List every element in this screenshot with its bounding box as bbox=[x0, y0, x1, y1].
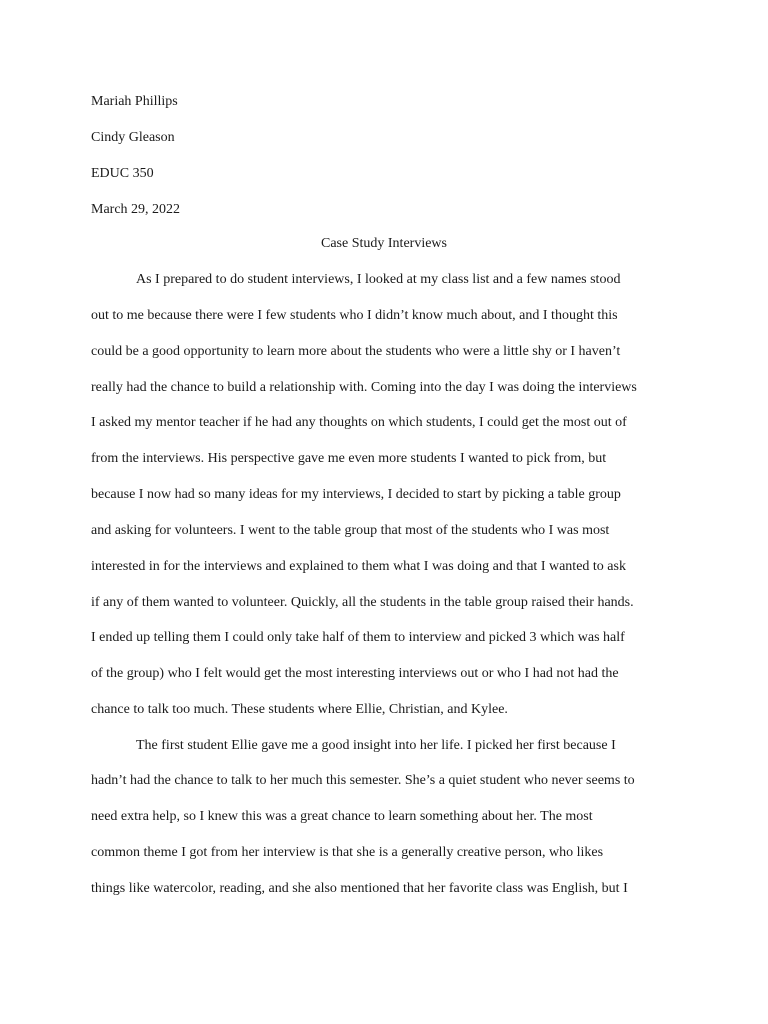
document-title: Case Study Interviews bbox=[321, 236, 447, 251]
body-line: The first student Ellie gave me a good insight into her life. I picked her first because I bbox=[136, 738, 616, 753]
body-line: chance to talk too much. These students where Ellie, Christian, and Kylee. bbox=[91, 702, 508, 717]
course-code: EDUC 350 bbox=[91, 166, 154, 181]
body-line: really had the chance to build a relationship with. Coming into the day I was doing the interviews bbox=[91, 380, 637, 395]
body-line: could be a good opportunity to learn more about the students who were a little shy or I haven’t bbox=[91, 344, 621, 359]
body-line: As I prepared to do student interviews, I looked at my class list and a few names stood bbox=[136, 272, 621, 287]
body-line: out to me because there were I few students who I didn’t know much about, and I thought this bbox=[91, 308, 618, 323]
body-line: and asking for volunteers. I went to the table group that most of the students who I was most bbox=[91, 523, 610, 538]
body-line: because I now had so many ideas for my interviews, I decided to start by picking a table group bbox=[91, 487, 621, 502]
body-line: common theme I got from her interview is that she is a generally creative person, who likes bbox=[91, 845, 604, 860]
body-line: of the group) who I felt would get the most interesting interviews out or who I had not had the bbox=[91, 666, 619, 681]
instructor-name: Cindy Gleason bbox=[91, 130, 175, 145]
body-line: I ended up telling them I could only take half of them to interview and picked 3 which was half bbox=[91, 630, 625, 645]
body-line: I asked my mentor teacher if he had any thoughts on which students, I could get the most out of bbox=[91, 415, 627, 430]
body-line: hadn’t had the chance to talk to her much this semester. She’s a quiet student who never seems to bbox=[91, 773, 635, 788]
body-line: from the interviews. His perspective gave me even more students I wanted to pick from, but bbox=[91, 451, 607, 466]
body-line: things like watercolor, reading, and she also mentioned that her favorite class was English, but I bbox=[91, 881, 628, 896]
body-line: if any of them wanted to volunteer. Quickly, all the students in the table group raised their hands. bbox=[91, 595, 634, 610]
body-line: interested in for the interviews and explained to them what I was doing and that I wanted to ask bbox=[91, 559, 626, 574]
author-name: Mariah Phillips bbox=[91, 94, 178, 109]
body-line: need extra help, so I knew this was a great chance to learn something about her. The most bbox=[91, 809, 593, 824]
document-date: March 29, 2022 bbox=[91, 202, 181, 217]
